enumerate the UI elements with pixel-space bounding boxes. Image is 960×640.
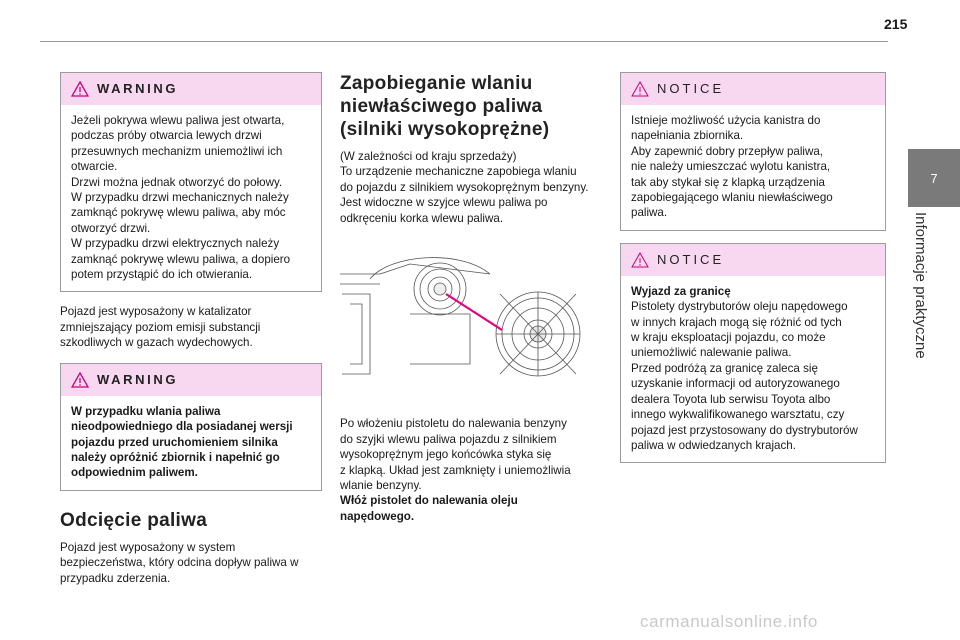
column-right [620,72,886,463]
warning-box-door [60,72,322,292]
notice-header [621,244,885,276]
warning-box-fuel [60,363,322,491]
fuel-cutoff-paragraph: Pojazd jest wyposażony w system bezpieczeństwa, który odcina dopływ paliwa w przypadku zderzenia. [60,540,299,585]
warning-triangle-icon [71,372,89,388]
column-left [60,72,322,586]
notice-body: Istnieje możliwość użycia kanistra do napełniania zbiornika. Aby zapewnić dobry przepływ paliwa, nie należy umieszczać wylotu kanistra, tak aby stykał się z klapką urządzenia zapobiegającego wlaniu niewłaściwego paliwa. [631,114,833,220]
warning-title: WARNING [97,371,179,387]
warning-body: W przypadku wlania paliwa nieodpowiedniego dla posiadanej wersji pojazdu przed uruchomieniem silnika należy opróżnić zbiornik i napełnić go odpowiednim paliwem. [71,404,293,480]
page-number: 215 [884,16,908,32]
misfuel-instruction: Włóż pistolet do nalewania oleju napędowego. [340,494,518,523]
header-rule [40,41,888,42]
warning-header [61,73,321,105]
notice-body-wrapper [621,276,885,462]
section-heading-fuel-cutoff: Odcięcie paliwa [60,509,208,531]
warning-title: WARNING [97,81,179,97]
notice-title: NOTICE [657,81,725,97]
warning-triangle-icon [71,81,89,97]
notice-header [621,73,885,105]
notice-triangle-icon [631,252,649,268]
notice-title: NOTICE [657,252,725,268]
chapter-tab[interactable]: 7 [908,149,960,207]
warning-header [61,364,321,396]
notice-subtitle: Wyjazd za granicę [631,284,731,298]
column-middle [340,72,602,524]
chapter-title: Informacje praktyczne [912,212,929,359]
notice-box-canister [620,72,886,231]
notice-body: Pistolety dystrybutorów oleju napędowego w innych krajach mogą się różnić od tych w kraju eksploatacji pojazdu, co może uniemożliwić nalewanie paliwa. Przed podróżą za granicę zaleca się uzyskanie informacji od autoryzowanego dealera Toyota lub serwisu Toyota albo innego wykwalifikowanego warsztatu, czy pojazd jest przystosowany do dystrybutorów paliwa w odwiedzanych krajach. [631,300,858,452]
pointer-line [446,294,502,330]
notice-triangle-icon [631,81,649,97]
watermark: carmanualsonline.info [640,612,818,631]
section-heading-misfuel: Zapobieganie wlaniu niewłaściwego paliwa (silniki wysokoprężne) [340,73,550,140]
catalyst-paragraph: Pojazd jest wyposażony w katalizator zmniejszający poziom emisji substancji szkodliwych w gazach wydechowych. [60,305,261,350]
notice-box-abroad [620,243,886,463]
misfuel-intro: (W zależności od kraju sprzedaży) To urządzenie mechaniczne zapobiega wlaniu do pojazdu z silnikiem wysokoprężnym benzyny. Jest widoczne w szyjce wlewu paliwa po odkręceniu korka wlewu paliwa. [340,150,589,225]
fuel-filler-neck-diagram [340,234,602,402]
misfuel-description: Po włożeniu pistoletu do nalewania benzyny do szyjki wlewu paliwa pojazdu z silnikiem wysokoprężnym jego końcówka styka się z klapką. Układ jest zamknięty i uniemożliwia wlanie benzyny. [340,417,571,493]
warning-body: Jeżeli pokrywa wlewu paliwa jest otwarta, podczas próby otwarcia lewych drzwi przesuwnych mechanizm uniemożliwi ich otwarcie. Drzwi można jednak otworzyć do połowy. W przypadku drzwi mechanicznych należy zamknąć pokrywę wlewu paliwa, aby móc otworzyć drzwi. W przypadku drzwi elektrycznych należy zamknąć pokrywę wlewu paliwa, a dopiero potem przystąpić do ich otwierania. [71,114,291,282]
